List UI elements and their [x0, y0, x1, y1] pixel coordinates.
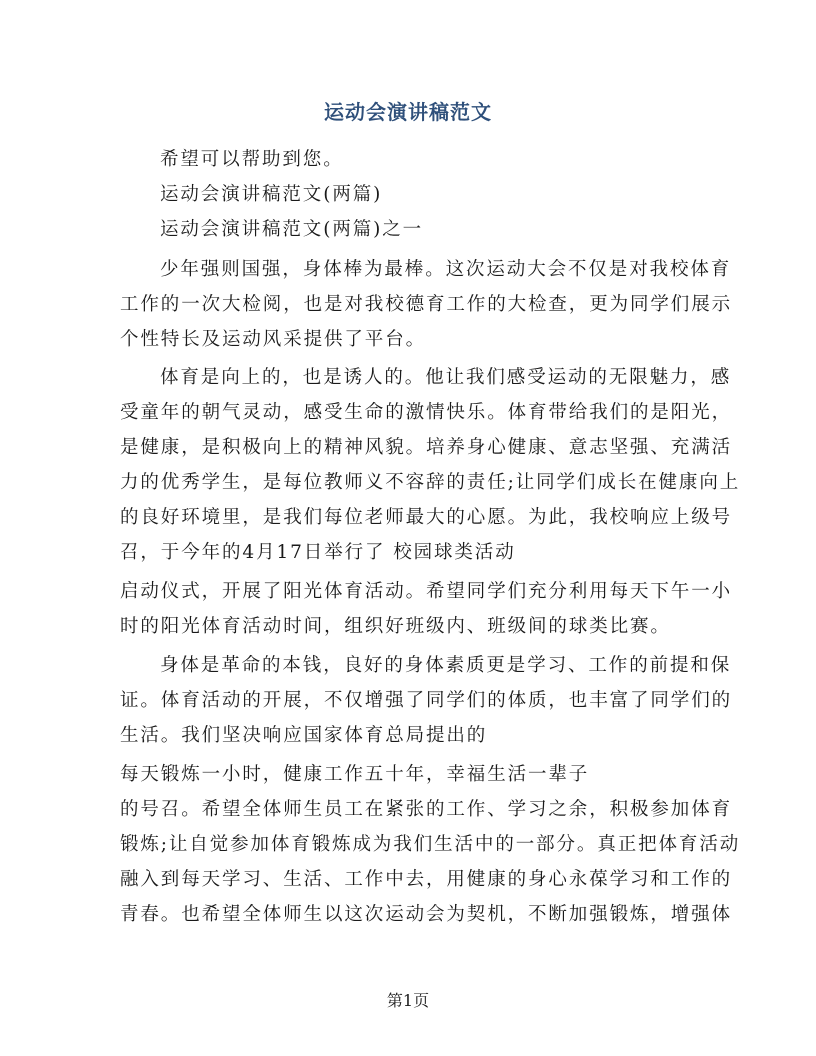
text-line: 运动会演讲稿范文(两篇)之一 — [160, 219, 424, 240]
paragraph-line: 的良好环境里，是我们每位老师最大的心愿。为此，我校响应上级号 — [120, 507, 733, 528]
paragraph-line: 是健康，是积极向上的精神风貌。培养身心健康、意志坚强、充满活 — [120, 437, 733, 458]
paragraph-line: 融入到每天学习、生活、工作中去，用健康的身心永葆学习和工作的 — [120, 869, 733, 890]
paragraph-line: 力的优秀学生，是每位教师义不容辞的责任;让同学们成长在健康向上 — [120, 472, 741, 493]
paragraph-line: 工作的一次大检阅，也是对我校德育工作的大检查，更为同学们展示 — [120, 294, 733, 315]
paragraph-line: 的号召。希望全体师生员工在紧张的工作、学习之余，积极参加体育 — [120, 799, 733, 820]
text-line: 运动会演讲稿范文(两篇) — [160, 184, 383, 205]
text-line: 希望可以帮助到您。 — [160, 149, 344, 170]
paragraph-line: 青春。也希望全体师生以这次运动会为契机，不断加强锻炼，增强体 — [120, 904, 733, 925]
paragraph-line: 启动仪式，开展了阳光体育活动。希望同学们充分利用每天下午一小 — [120, 581, 733, 602]
paragraph-line: 生活。我们坚决响应国家体育总局提出的 — [120, 725, 488, 746]
paragraph-line: 少年强则国强，身体棒为最棒。这次运动大会不仅是对我校体育 — [160, 259, 732, 280]
paragraph-line: 体育是向上的，也是诱人的。他让我们感受运动的无限魅力，感 — [160, 367, 732, 388]
paragraph-line: 身体是革命的本钱，良好的身体素质更是学习、工作的前提和保 — [160, 655, 732, 676]
paragraph-line: 证。体育活动的开展，不仅增强了同学们的体质，也丰富了同学们的 — [120, 690, 733, 711]
page-number: 第1页 — [386, 991, 430, 1010]
paragraph-line: 锻炼;让自觉参加体育锻炼成为我们生活中的一部分。真正把体育活动 — [120, 834, 741, 855]
paragraph-line: 个性特长及运动风采提供了平台。 — [120, 329, 427, 350]
paragraph-line: 时的阳光体育活动时间，组织好班级内、班级间的球类比赛。 — [120, 616, 671, 637]
document-title: 运动会演讲稿范文 — [324, 100, 492, 124]
paragraph-line: 召，于今年的4月17日举行了 校园球类活动 — [120, 542, 516, 563]
paragraph-line: 受童年的朝气灵动，感受生命的激情快乐。体育带给我们的是阳光， — [120, 402, 733, 423]
paragraph-line: 每天锻炼一小时，健康工作五十年，幸福生活一辈子 — [120, 764, 590, 785]
